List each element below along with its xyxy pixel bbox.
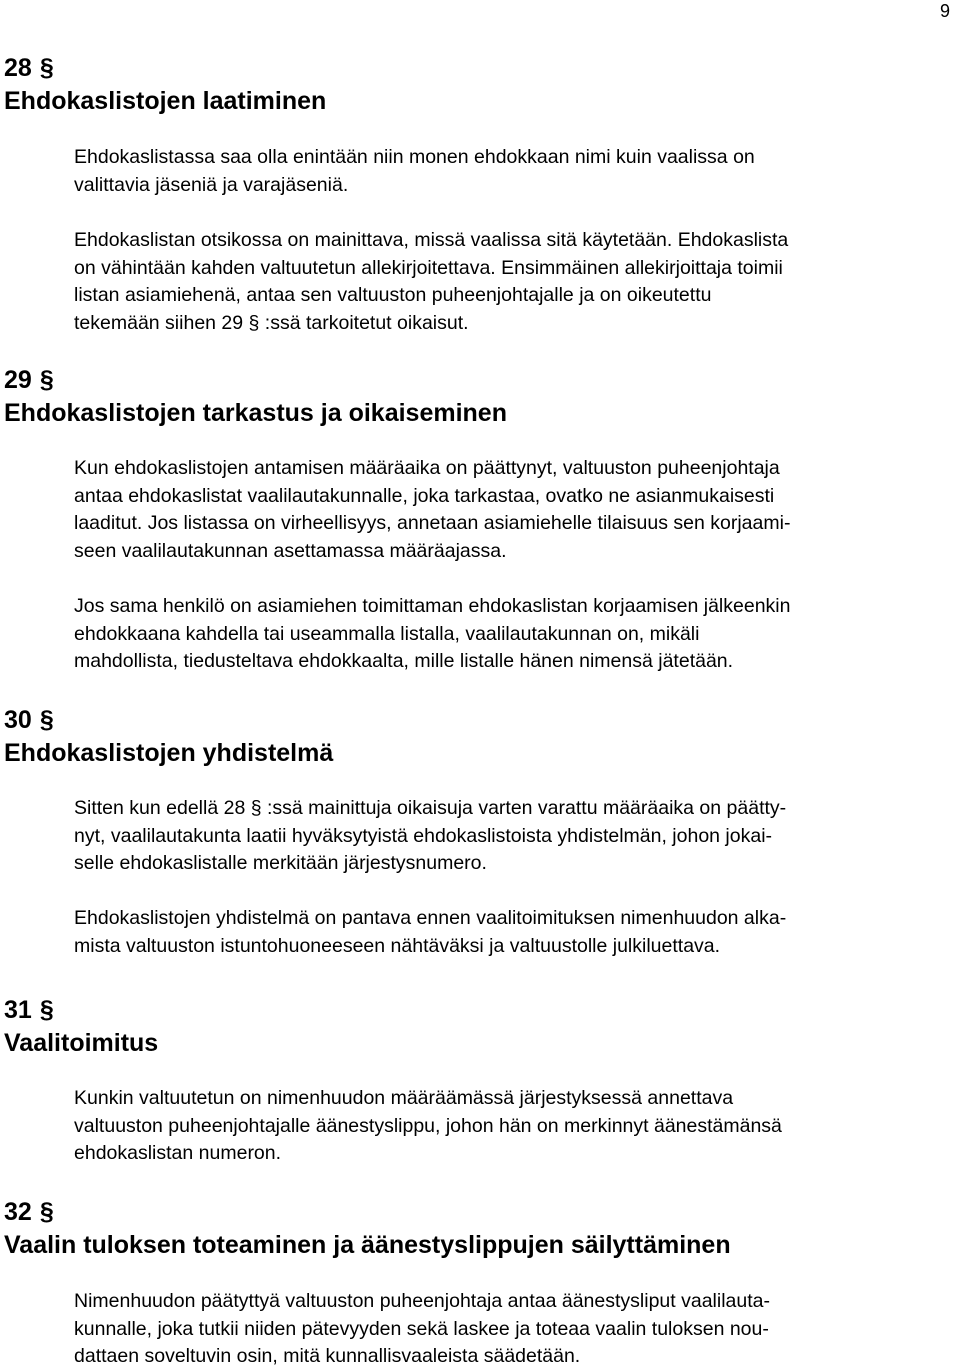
section-number: 31 xyxy=(4,996,32,1024)
paragraph-line: valittavia jäseniä ja varajäseniä. xyxy=(74,173,349,196)
section-number-line xyxy=(4,364,960,397)
paragraph-line: dattaen soveltuvin osin, mitä kunnallisvaaleista säädetään. xyxy=(74,1345,581,1367)
paragraph-line: laaditut. Jos listassa on virheellisyys, annetaan asiamiehelle tilaisuus sen korjaami- xyxy=(74,512,791,534)
section-heading xyxy=(4,704,960,770)
section-30 xyxy=(0,704,960,770)
paragraph-line: seen vaalilautakunnan asettamassa määräajassa. xyxy=(74,539,507,562)
paragraph-line: Kun ehdokaslistojen antamisen määräaika on päättynyt, valtuuston puheenjohtaja xyxy=(74,457,780,479)
section-title: Ehdokaslistojen tarkastus ja oikaiseminen xyxy=(4,399,507,427)
section-number-line xyxy=(4,1196,960,1229)
paragraph-line: antaa ehdokaslistat vaalilautakunnalle, joka tarkastaa, ovatko ne asianmukaisesti xyxy=(74,484,775,507)
section-sign: § xyxy=(39,1198,54,1226)
section-number: 29 xyxy=(4,366,32,394)
paragraph-line: kunnalle, joka tutkii niiden pätevyyden sekä laskee ja toteaa vaalin tuloksen nou- xyxy=(74,1317,769,1340)
paragraph-line: tekemään siihen 29 § :ssä tarkoitetut oikaisut. xyxy=(74,311,469,334)
section-sign: § xyxy=(39,996,54,1024)
paragraph xyxy=(74,593,954,676)
paragraph-line: on vähintään kahden valtuutetun allekirjoitettava. Ensimmäinen allekirjoittaja toimii xyxy=(74,256,783,279)
paragraph xyxy=(74,795,954,878)
paragraph xyxy=(74,455,954,565)
section-number-line xyxy=(4,52,960,85)
section-31 xyxy=(0,994,960,1060)
paragraph-line: ehdokkaana kahdella tai useammalla listalla, vaalilautakunnan on, mikäli xyxy=(74,622,700,645)
paragraph xyxy=(74,905,954,960)
section-heading xyxy=(4,1196,960,1262)
paragraph-line: Ehdokaslistan otsikossa on mainittava, missä vaalissa sitä käytetään. Ehdokaslista xyxy=(74,229,789,251)
section-title: Vaalitoimitus xyxy=(4,1029,159,1057)
paragraph-line: valtuuston puheenjohtajalle äänestyslippu, johon hän on merkinnyt äänestämänsä xyxy=(74,1114,782,1137)
section-heading xyxy=(4,364,960,430)
section-heading xyxy=(4,52,960,118)
page-number: 9 xyxy=(939,1,950,21)
paragraph xyxy=(74,227,954,337)
section-number: 28 xyxy=(4,54,32,82)
section-number: 30 xyxy=(4,706,32,734)
paragraph-line: Ehdokaslistassa saa olla enintään niin monen ehdokkaan nimi kuin vaalissa on xyxy=(74,146,755,168)
section-number: 32 xyxy=(4,1198,32,1226)
section-32 xyxy=(0,1196,960,1262)
paragraph xyxy=(74,144,954,199)
section-28 xyxy=(0,52,960,118)
section-heading xyxy=(4,994,960,1060)
section-sign: § xyxy=(39,54,54,82)
paragraph xyxy=(74,1085,954,1168)
section-number-line xyxy=(4,994,960,1027)
paragraph-line: Kunkin valtuutetun on nimenhuudon määräämässä järjestyksessä annettava xyxy=(74,1087,734,1109)
paragraph-line: Jos sama henkilö on asiamiehen toimittaman ehdokaslistan korjaamisen jälkeenkin xyxy=(74,595,791,617)
paragraph-line: ehdokaslistan numeron. xyxy=(74,1142,282,1164)
section-sign: § xyxy=(39,366,54,394)
section-sign: § xyxy=(39,706,54,734)
paragraph-line: Ehdokaslistojen yhdistelmä on pantava ennen vaalitoimituksen nimenhuudon alka- xyxy=(74,907,787,929)
paragraph-line: Nimenhuudon päätyttyä valtuuston puheenjohtaja antaa äänestysliput vaalilauta- xyxy=(74,1290,770,1312)
section-29 xyxy=(0,364,960,430)
section-number-line xyxy=(4,704,960,737)
paragraph-line: listan asiamiehenä, antaa sen valtuuston puheenjohtajalle ja on oikeutettu xyxy=(74,284,712,306)
paragraph-line: selle ehdokaslistalle merkitään järjestysnumero. xyxy=(74,852,487,874)
section-title: Ehdokaslistojen laatiminen xyxy=(4,87,327,115)
paragraph-line: mista valtuuston istuntohuoneeseen nähtäväksi ja valtuustolle julkiluettava. xyxy=(74,934,721,957)
section-title: Vaalin tuloksen toteaminen ja äänestyslippujen säilyttäminen xyxy=(4,1231,731,1259)
paragraph xyxy=(74,1288,954,1371)
paragraph-line: mahdollista, tiedusteltava ehdokkaalta, mille listalle hänen nimensä jätetään. xyxy=(74,650,734,672)
section-title: Ehdokaslistojen yhdistelmä xyxy=(4,739,334,767)
paragraph-line: Sitten kun edellä 28 § :ssä mainittuja oikaisuja varten varattu määräaika on päätty- xyxy=(74,797,787,819)
paragraph-line: nyt, vaalilautakunta laatii hyväksytyistä ehdokaslistoista yhdistelmän, johon jokai- xyxy=(74,824,773,847)
